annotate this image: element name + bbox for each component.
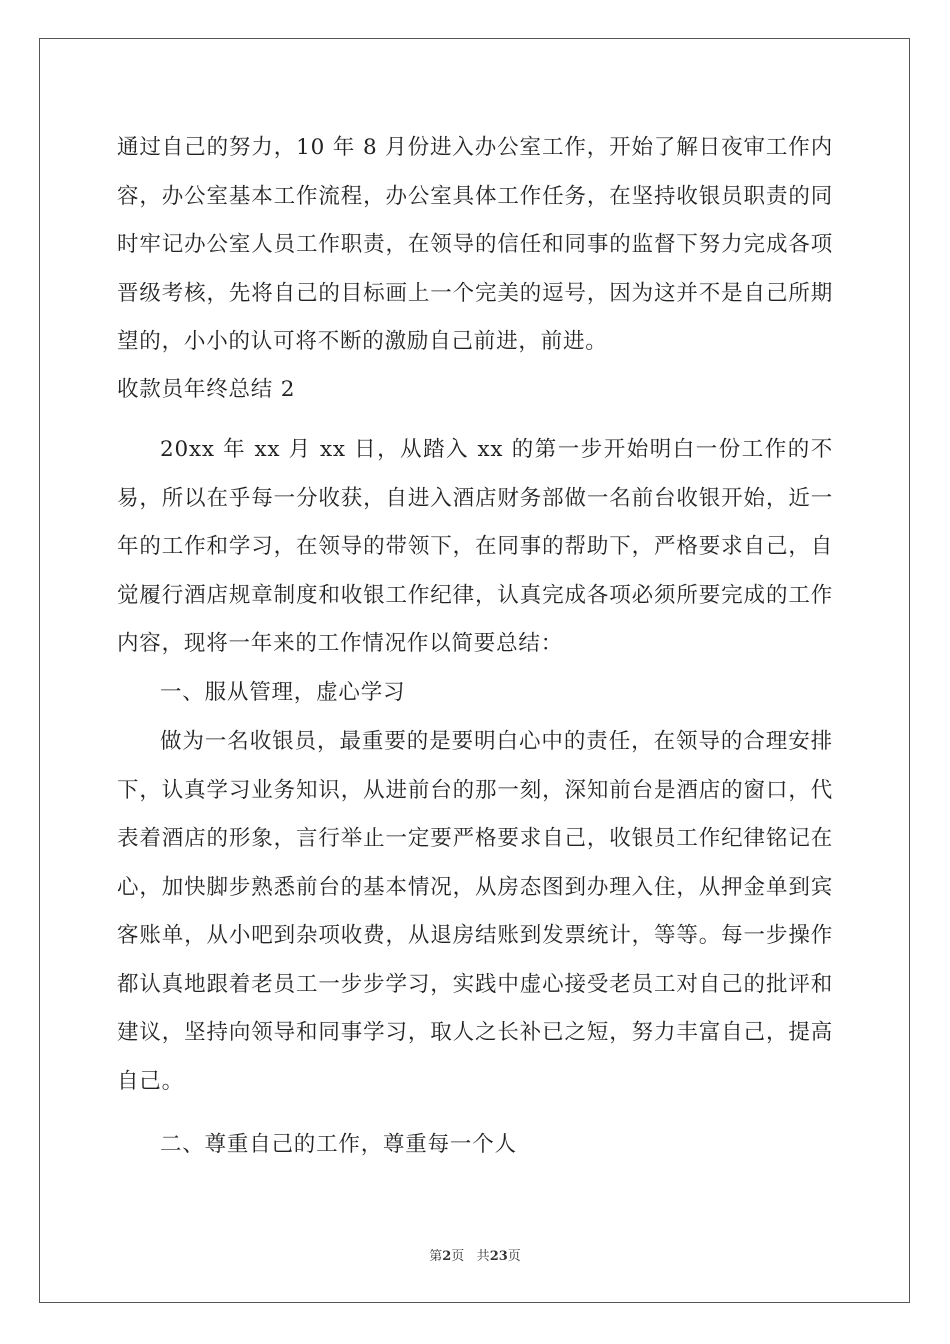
paragraph-learning: 做为一名收银员，最重要的是要明白心中的责任，在领导的合理安排下，认真学习业务知识，从进前台的那一刻，深知前台是酒店的窗口，代表着酒店的形象，言行举止一定要严格要求自己，收银员工作纪律铭记在心，加快脚步熟悉前台的基本情况，从房态图到办理入住，从押金单到宾客账单，从小吧到杂项收费，从退房结账到发票统计，等等。每一步操作都认真地跟着老员工一步步学习，实践中虚心接受老员工对自己的批评和建议，坚持向领导和同事学习，取人之长补已之短，努力丰富自己，提高自己。 xyxy=(117,729,833,1094)
footer-total-prefix: 共 xyxy=(476,1249,490,1264)
page-footer xyxy=(0,1247,950,1267)
paragraph-intro: 20xx 年 xx 月 xx 日，从踏入 xx 的第一步开始明白一份工作的不易，所以在乎每一分收获，自进入酒店财务部做一名前台收银开始，近一年的工作和学习，在领导的带领下，在同事的帮助下，严格要求自己，自觉履行酒店规章制度和收银工作纪律，认真完成各项必须所要完成的工作内容，现将一年来的工作情况作以简要总结： xyxy=(117,437,833,656)
footer-prefix: 第 xyxy=(429,1249,443,1264)
current-page-number: 2 xyxy=(442,1249,452,1264)
section-heading: 收款员年终总结 2 xyxy=(117,377,296,402)
subheading-two: 二、尊重自己的工作，尊重每一个人 xyxy=(160,1132,517,1157)
total-page-count: 23 xyxy=(489,1249,508,1264)
subheading-one: 一、服从管理，虚心学习 xyxy=(160,680,406,705)
footer-total-suffix: 页 xyxy=(507,1249,521,1264)
footer-page-suffix: 页 xyxy=(451,1249,465,1264)
paragraph-continued: 通过自己的努力，10 年 8 月份进入办公室工作，开始了解日夜审工作内容，办公室基本工作流程，办公室具体工作任务，在坚持收银员职责的同时牢记办公室人员工作职责，在领导的信任和同事的监督下努力完成各项晋级考核，先将自己的目标画上一个完美的逗号，因为这并不是自己所期望的，小小的认可将不断的激励自己前进，前进。 xyxy=(117,135,833,354)
